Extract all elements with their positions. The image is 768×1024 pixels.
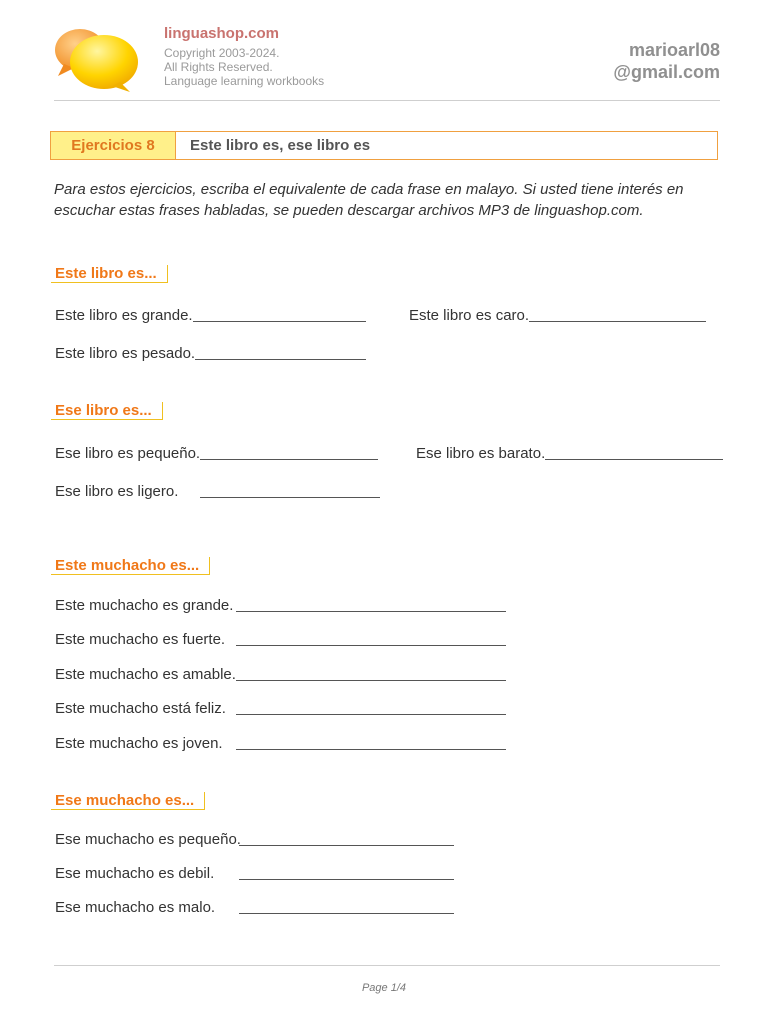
exercise-prompt: Ese muchacho es pequeño. (55, 831, 241, 848)
exercise-item (55, 732, 506, 752)
exercise-prompt: Este muchacho es joven. (55, 735, 223, 752)
answer-blank[interactable] (193, 320, 366, 322)
exercise-title: Este libro es, ese libro es (190, 137, 371, 154)
speech-bubbles-icon (54, 26, 140, 92)
exercise-item (55, 697, 506, 717)
section-heading: Este muchacho es... (51, 557, 210, 575)
title-bar (50, 131, 718, 160)
exercise-item (55, 480, 380, 500)
copyright-line: Copyright 2003-2024. (164, 46, 280, 60)
answer-blank[interactable] (239, 878, 454, 880)
exercise-prompt: Este muchacho es fuerte. (55, 631, 226, 648)
answer-blank[interactable] (195, 358, 366, 360)
footer-divider (54, 965, 720, 966)
site-name[interactable]: linguashop.com (164, 25, 280, 42)
exercise-prompt: Ese muchacho es debil. (55, 865, 215, 882)
exercise-prompt: Este libro es grande. (55, 307, 193, 324)
answer-blank[interactable] (529, 320, 706, 322)
exercise-prompt: Ese libro es barato. (416, 445, 546, 462)
exercise-prompt: Este muchacho es grande. (55, 597, 234, 614)
answer-blank[interactable] (545, 458, 723, 460)
exercise-item (416, 442, 723, 462)
exercise-prompt: Este muchacho está feliz. (55, 700, 226, 717)
exercise-prompt: Ese muchacho es malo. (55, 899, 216, 916)
answer-blank[interactable] (236, 748, 506, 750)
exercise-prompt: Este libro es caro. (409, 307, 530, 324)
instructions: Para estos ejercicios, escriba el equivalente de cada frase en malayo. Si usted tiene interés en escuchar estas frases habladas, se pueden descargar archivos MP3 de linguashop.com. (54, 181, 684, 219)
page-number: Page 1/4 (361, 982, 407, 994)
section-heading: Ese libro es... (51, 402, 163, 420)
exercise-item (55, 663, 506, 683)
header-divider (54, 100, 720, 101)
rights-line: All Rights Reserved. (164, 60, 273, 74)
exercise-prompt: Este muchacho es amable. (55, 666, 236, 683)
exercise-item (55, 442, 378, 462)
exercise-prompt: Este libro es pesado. (55, 345, 196, 362)
exercise-number: Ejercicios 8 (51, 132, 176, 159)
answer-blank[interactable] (236, 679, 506, 681)
answer-blank[interactable] (236, 713, 506, 715)
email-domain: @gmail.com (613, 62, 720, 82)
answer-blank[interactable] (200, 458, 378, 460)
section-heading: Ese muchacho es... (51, 792, 205, 810)
answer-blank[interactable] (239, 844, 454, 846)
answer-blank[interactable] (239, 912, 454, 914)
answer-blank[interactable] (236, 644, 506, 646)
answer-blank[interactable] (236, 610, 506, 612)
exercise-item (55, 628, 506, 648)
exercise-item (55, 304, 366, 324)
exercise-item (55, 342, 366, 362)
exercise-item (55, 896, 454, 916)
exercise-item (55, 828, 454, 848)
exercise-item (55, 862, 454, 882)
exercise-prompt: Ese libro es pequeño. (55, 445, 201, 462)
exercise-item (409, 304, 706, 324)
answer-blank[interactable] (200, 496, 380, 498)
section-heading: Este libro es... (51, 265, 168, 283)
exercise-prompt: Ese libro es ligero. (55, 483, 179, 500)
exercise-item (55, 594, 506, 614)
tagline: Language learning workbooks (164, 74, 325, 88)
email-user: marioarl08 (628, 40, 720, 60)
